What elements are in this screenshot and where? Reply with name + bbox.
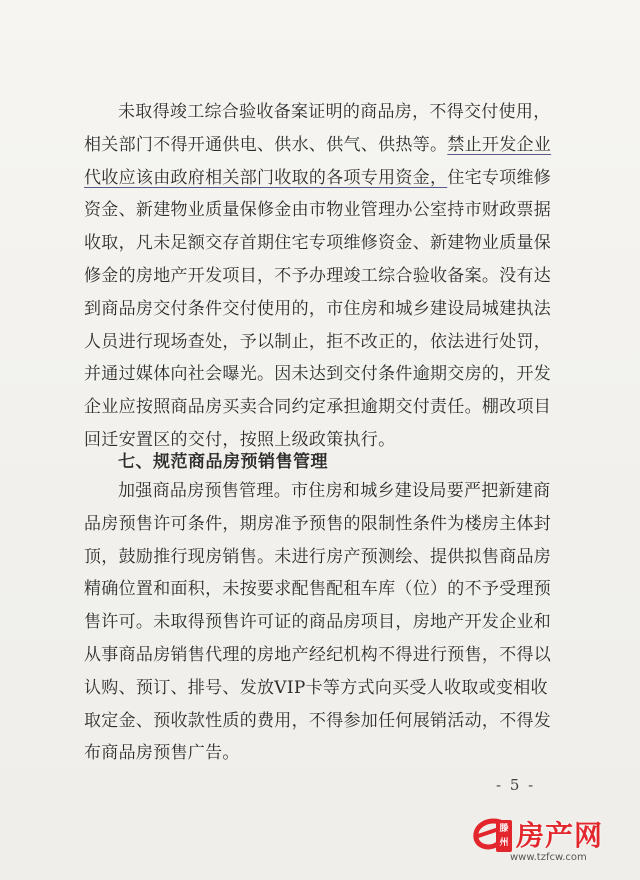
- text-line: 企业应按照商品房买卖合同约定承担逾期交付责任。棚改项目: [84, 397, 552, 418]
- paragraph-completion-acceptance: [84, 96, 560, 457]
- text-line: 取定金、预收款性质的费用，不得参加任何展销活动，不得发: [84, 710, 552, 731]
- text-line: 加强商品房预售管理。市住房和城乡建设局要严把新建商: [118, 481, 551, 501]
- text-line: 到商品房交付条件交付使用的，市住房和城乡建设局城建执法: [84, 298, 552, 319]
- text-line: 回迁安置区的交付，按照上级政策执行。: [84, 429, 396, 450]
- paragraph-presale-management: [84, 475, 560, 770]
- watermark-title: 房产网: [516, 819, 604, 852]
- text-line: 售许可。未取得预售许可证的商品房项目，房地产开发企业和: [84, 612, 552, 633]
- text-line: 精确位置和面积，未按要求配售配租车库（位）的不予受理预: [84, 579, 552, 600]
- text-line: 未取得竣工综合验收备案证明的商品房，不得交付使用，: [118, 102, 551, 122]
- text-line: 修金的房地产开发项目，不予办理竣工综合验收备案。没有达: [84, 265, 552, 286]
- page-number: - 5 -: [496, 776, 536, 794]
- text-line: 人员进行现场查处，予以制止，拒不改正的，依法进行处罚，: [84, 331, 552, 352]
- text-line: 资金、新建物业质量保修金由市物业管理办公室持市财政票据: [84, 200, 552, 221]
- text-line: 品房预售许可条件，期房准予预售的限制性条件为楼房主体封: [84, 513, 552, 534]
- text-line: 认购、预订、排号、发放VIP卡等方式向买受人收取或变相收: [84, 677, 548, 698]
- site-watermark: [470, 812, 616, 870]
- watermark-url: www.tzfcw.com: [510, 852, 587, 863]
- text-line: 布商品房预售广告。: [84, 743, 240, 764]
- text-line: 顶，鼓励推行现房销售。未进行房产预测绘、提供拟售商品房: [84, 546, 552, 567]
- text-line: 并通过媒体向社会曝光。因未达到交付条件逾期交房的，开发: [84, 364, 552, 385]
- text-line: 收取，凡未足额交存首期住宅专项维修资金、新建物业质量保: [84, 233, 552, 254]
- section-heading: 七、规范商品房预销售管理: [118, 452, 328, 472]
- text-line: 代收应该由政府相关部门收取的各项专用资金，住宅专项维修: [84, 167, 552, 188]
- text-line: 从事商品房销售代理的房地产经纪机构不得进行预售，不得以: [84, 644, 552, 665]
- watermark-city-badge: 滕州: [496, 820, 512, 852]
- text-line: 相关部门不得开通供电、供水、供气、供热等。禁止开发企业: [84, 134, 552, 155]
